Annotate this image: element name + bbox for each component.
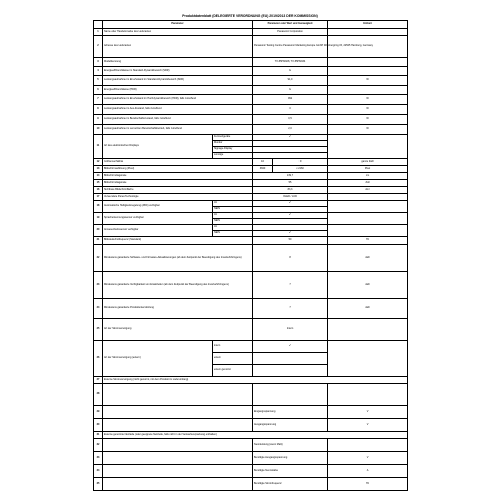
- row-value: TX-55HN928, TX-55HN934: [253, 58, 328, 67]
- row-label: Leistungsaufnahme im Ein-Zustand im Hochdynamikbereich (HDR), falls zutreffend: [103, 95, 253, 105]
- row-number: 27: [94, 377, 103, 384]
- row-unit: [328, 319, 408, 341]
- row-number: 30: [94, 419, 103, 432]
- row-label: Externe genormte Netzteile (oder geeignete Netzteile, falls nicht in der Verkaufsverpackung enthalten): [103, 432, 408, 439]
- option-label: NEIN: [213, 219, 253, 225]
- row-value: Panasonic Testing Centre Panasonic Marketing Europe GmbH Winsbergring 15, 22525 Hamburg, Germany: [253, 36, 328, 58]
- row-unit: [328, 213, 408, 225]
- row-label: [103, 406, 253, 419]
- table-row: [94, 125, 408, 135]
- row-number: 13: [94, 166, 103, 173]
- header-value-cell: Parameter oder Wert und Genauigkeit: [253, 21, 328, 29]
- row-value: Eingangsspannung: [253, 406, 328, 419]
- table-row: [94, 166, 408, 173]
- row-unit: [328, 86, 408, 95]
- row-number: 4: [94, 67, 103, 76]
- row-number: 1: [94, 29, 103, 36]
- row-label: [103, 465, 253, 478]
- table-row: [94, 478, 408, 491]
- row-number: 14: [94, 173, 103, 180]
- row-value: G: [253, 86, 328, 95]
- table-row: [94, 272, 408, 299]
- row-value: Ausgangsspannung: [253, 419, 328, 432]
- header-unit-cell: Einheit: [328, 21, 408, 29]
- datasheet-table: [93, 20, 408, 491]
- row-label: [103, 452, 253, 465]
- row-number: 20: [94, 225, 103, 237]
- check-mark-icon: ✔: [253, 231, 328, 237]
- row-value: Benötigte Ausgangsspannung: [253, 452, 328, 465]
- row-value: 0,5: [253, 115, 328, 125]
- row-value: 7: [253, 272, 328, 299]
- table-row: [94, 76, 408, 86]
- row-unit: [328, 384, 408, 406]
- row-label: Name oder Handelsmarke des Lieferanten: [103, 29, 253, 36]
- row-number: 9: [94, 115, 103, 125]
- row-unit: Zoll: [328, 180, 408, 187]
- row-label: Energieeffizienzklasse im Standard-Dynamikbereich (SDR): [103, 67, 253, 76]
- row-label: Mindestens garantierte Verfügbarkeit von Ersatzteilen (ab dem Zeitpunkt der Beendigung des Inverkehrbringens): [103, 272, 253, 299]
- row-number: 19: [94, 213, 103, 225]
- row-unit: [328, 67, 408, 76]
- row-label: Externe Stromversorgung (nicht genormt, mit dem Produkt im Lieferumfang): [103, 377, 408, 384]
- resolution-second: [273, 166, 328, 173]
- row-number: 6: [94, 86, 103, 95]
- option-label: NEIN: [213, 207, 253, 213]
- option-value: [253, 353, 328, 365]
- row-number: 3: [94, 58, 103, 67]
- check-mark-icon: ✔: [253, 135, 328, 141]
- row-label: Leistungsaufnahme im vernetzten Bereitschaftsbetrieb, falls zutreffend: [103, 125, 253, 135]
- row-unit: V: [328, 406, 408, 419]
- row-unit: cm: [328, 173, 408, 180]
- row-value: Panasonic Corporation: [253, 29, 328, 36]
- row-label: [103, 419, 253, 432]
- row-number: 33: [94, 452, 103, 465]
- table-row: [94, 319, 408, 341]
- row-label: Sichtbare Bildschirmfläche: [103, 187, 253, 194]
- product-datasheet: [93, 12, 407, 494]
- row-label: Bildschirmauflösung (Pixel): [103, 166, 253, 173]
- option-label: NEIN: [213, 231, 253, 237]
- option-label: extern genormt: [213, 365, 253, 377]
- table-row: [94, 341, 408, 353]
- row-value: [253, 384, 328, 406]
- row-unit: W: [328, 115, 408, 125]
- row-label: Leistungsaufnahme im Bereitschaftszustand, falls zutreffend: [103, 115, 253, 125]
- row-value: Benötigte Nennstärke: [253, 465, 328, 478]
- option-label: Fernsehgeräte: [213, 135, 253, 141]
- row-unit: Hz: [328, 237, 408, 245]
- document-title: Produktdatenblatt (DELEGIERTE VERORDNUNG (EU) 2019/2013 DER KOMMISSION): [182, 14, 318, 18]
- row-number: 11: [94, 135, 103, 159]
- row-unit: A: [328, 465, 408, 478]
- table-row: [94, 245, 408, 272]
- table-row: [94, 299, 408, 319]
- table-row: [94, 180, 408, 187]
- row-number: 12: [94, 159, 103, 166]
- row-label: Art des elektronischen Displays: [103, 135, 213, 159]
- header-param-cell: Parameter: [103, 21, 253, 29]
- row-unit: [328, 135, 408, 159]
- row-label: Modellkennung: [103, 58, 253, 67]
- row-unit: [328, 201, 408, 213]
- table-row: [94, 67, 408, 76]
- table-row: [94, 377, 408, 384]
- row-value: 50: [253, 237, 328, 245]
- check-mark-icon: ✔: [253, 201, 328, 207]
- row-unit: Hz: [328, 478, 408, 491]
- ratio-separator: :: [298, 159, 300, 163]
- row-unit: [328, 341, 408, 377]
- option-label: JA: [213, 213, 253, 219]
- row-value: OLED / LCD: [253, 194, 328, 201]
- row-number: 21: [94, 237, 103, 245]
- option-label: extern: [213, 353, 253, 365]
- row-number: 24: [94, 299, 103, 319]
- row-unit: Pixel: [328, 166, 408, 173]
- row-value: 8: [253, 245, 328, 272]
- resolution-separator: x: [296, 166, 298, 170]
- table-row: [94, 419, 408, 432]
- row-label: [103, 384, 253, 406]
- row-number: 23: [94, 272, 103, 299]
- option-label: sonstige: [213, 153, 253, 159]
- table-row: [94, 58, 408, 67]
- row-label: Adresse des Lieferanten: [103, 36, 253, 58]
- row-number: 29: [94, 406, 103, 419]
- row-label: Art der Stromversorgung (extern): [103, 341, 213, 377]
- row-number: 15: [94, 180, 103, 187]
- option-label: Monitor: [213, 141, 253, 147]
- row-number: 28: [94, 384, 103, 406]
- row-number: 18: [94, 201, 103, 213]
- table-row: [94, 105, 408, 115]
- row-value: 2,0: [253, 125, 328, 135]
- row-unit: [328, 58, 408, 67]
- ratio-value: 16: [253, 159, 273, 166]
- row-unit: Jahr: [328, 299, 408, 319]
- row-label: Energieeffizienzklasse (HDR): [103, 86, 253, 95]
- row-value: 91,0: [253, 76, 328, 86]
- table-row: [94, 194, 408, 201]
- row-label: Größenverhältnis: [103, 159, 253, 166]
- option-label: JA: [213, 225, 253, 231]
- row-number: 16: [94, 187, 103, 194]
- row-unit: [328, 194, 408, 201]
- row-unit: Jahr: [328, 245, 408, 272]
- row-label: Art der Stromversorgung: [103, 319, 253, 341]
- row-unit: [328, 225, 408, 237]
- row-label: [103, 439, 253, 452]
- option-value: [253, 365, 328, 377]
- table-row: [94, 237, 408, 245]
- table-row: [94, 95, 408, 105]
- row-value: Benötigte Stromfrequenz: [253, 478, 328, 491]
- row-value: Nennleistung (wenn Maß): [253, 439, 328, 452]
- table-row: [94, 432, 408, 439]
- table-row: [94, 86, 408, 95]
- table-row: [94, 173, 408, 180]
- option-label: intern: [213, 341, 253, 353]
- check-mark-icon: ✔: [253, 341, 328, 353]
- row-label: Bildschirmdiagonale: [103, 173, 253, 180]
- row-value: 83,3: [253, 187, 328, 194]
- resolution-height: 2160: [298, 166, 304, 170]
- table-row: [94, 36, 408, 58]
- row-value: 7: [253, 299, 328, 319]
- row-unit: ganze Zahl: [328, 159, 408, 166]
- row-number: 2: [94, 36, 103, 58]
- table-row: [94, 187, 408, 194]
- table-row: [94, 465, 408, 478]
- row-unit: V: [328, 452, 408, 465]
- row-number: 8: [94, 105, 103, 115]
- row-number: 7: [94, 95, 103, 105]
- row-number: 10: [94, 125, 103, 135]
- row-label: [103, 478, 253, 491]
- table-row: [94, 406, 408, 419]
- check-mark-icon: ✔: [253, 213, 328, 219]
- ratio-value-2: 9: [300, 159, 302, 163]
- row-value: G: [253, 67, 328, 76]
- row-label: Anwesenheitssensor verfügbar: [103, 225, 213, 237]
- row-number: 26: [94, 341, 103, 377]
- table-row: [94, 439, 408, 452]
- row-label: Spracherkennungssensor verfügbar: [103, 213, 213, 225]
- row-number: 31: [94, 432, 103, 439]
- row-number: 17: [94, 194, 103, 201]
- row-number: 25: [94, 319, 103, 341]
- option-label: JA: [213, 201, 253, 207]
- row-label: Bildwiederholfrequenz (Standard): [103, 237, 253, 245]
- row-unit: W: [328, 76, 408, 86]
- row-number: 5: [94, 76, 103, 86]
- row-number: 35: [94, 478, 103, 491]
- table-row: [94, 159, 408, 166]
- row-number: 22: [94, 245, 103, 272]
- row-unit: [328, 29, 408, 36]
- row-label: Bildschirmdiagonale: [103, 180, 253, 187]
- row-unit: Jahr: [328, 272, 408, 299]
- row-number: 32: [94, 439, 103, 452]
- row-unit: V: [328, 419, 408, 432]
- row-label: Mindestens garantierte Produktunterstützung: [103, 299, 253, 319]
- row-value: 55: [253, 180, 328, 187]
- table-row: [94, 29, 408, 36]
- row-unit: W: [328, 95, 408, 105]
- option-label: Signage-Display: [213, 147, 253, 153]
- table-row: [94, 115, 408, 125]
- row-unit: [328, 439, 408, 452]
- row-unit: dm²: [328, 187, 408, 194]
- header-num-cell: [94, 21, 103, 29]
- table-row: [94, 384, 408, 406]
- table-row: [94, 452, 408, 465]
- row-value: Intern: [253, 319, 328, 341]
- row-label: Leistungsaufnahme im Ein-Zustand im Standard-Dynamikbereich (SDR): [103, 76, 253, 86]
- row-value: 0: [253, 105, 328, 115]
- resolution-width: 3840: [253, 166, 273, 173]
- row-value: 992: [253, 95, 328, 105]
- row-unit: W: [328, 125, 408, 135]
- row-label: Automatische Helligkeitsregelung (ABC) verfügbar: [103, 201, 213, 213]
- ratio-second: [273, 159, 328, 166]
- row-number: 34: [94, 465, 103, 478]
- row-label: Mindestens garantierte Software- und Firmware-Aktualisierungen (ab dem Zeitpunkt der Beendigung des Inverkehrbringens): [103, 245, 253, 272]
- row-label: Verwendete Panel-Technologie: [103, 194, 253, 201]
- header-row: [94, 21, 408, 29]
- row-value: 139,7: [253, 173, 328, 180]
- row-unit: W: [328, 105, 408, 115]
- row-label: Leistungsaufnahme im Aus-Zustand, falls zutreffend: [103, 105, 253, 115]
